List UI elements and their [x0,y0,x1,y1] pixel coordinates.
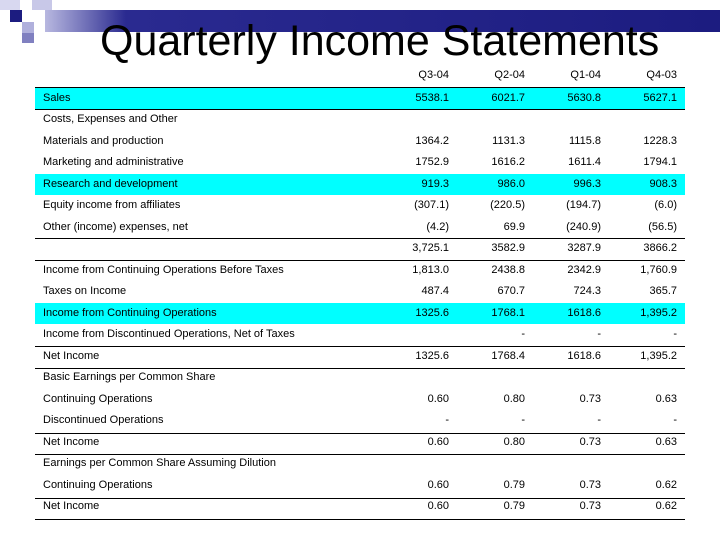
table-row [35,152,685,174]
cell-value: 1,395.2 [640,349,677,362]
cell-value: 986.0 [497,177,525,190]
table-row [35,389,685,411]
divider [35,368,685,369]
cell-value: 1768.4 [491,349,525,362]
cell-value: 996.3 [573,177,601,190]
table-row [35,88,685,110]
divider [35,498,685,499]
cell-value: 908.3 [649,177,677,190]
cell-value: 365.7 [649,285,677,297]
cell-value: 0.73 [579,435,601,448]
cell-value: 1325.6 [415,349,449,362]
cell-value: 69.9 [503,220,525,233]
cell-value: 3866.2 [643,242,677,254]
cell-value: 1618.6 [567,349,601,362]
row-label: Income from Discontinued Operations, Net of Taxes [43,328,295,340]
divider [35,346,685,347]
divider [35,260,685,261]
cell-value: 5627.1 [643,91,677,104]
cell-value: 3,725.1 [412,242,449,254]
cell-value: 1115.8 [568,134,601,147]
cell-value: 2342.9 [567,263,601,276]
cell-value: 6021.7 [491,91,525,104]
cell-value: 0.80 [503,392,525,405]
cell-value: 1228.3 [643,134,677,147]
cell-value: 0.79 [503,500,525,512]
column-header: Q2-04 [494,69,525,81]
cell-value: 1364.2 [415,134,449,147]
decor-square [22,33,34,43]
cell-value: 0.63 [655,435,677,448]
cell-value: 1,395.2 [640,306,677,319]
table-row [35,195,685,217]
cell-value: 0.63 [655,392,677,405]
cell-value: 1616.2 [491,156,525,168]
table-row [35,281,685,303]
row-label: Marketing and administrative [43,156,184,168]
cell-value: 670.7 [497,285,525,297]
cell-value: - [673,328,677,340]
cell-value: 0.60 [427,500,449,512]
cell-value: 0.73 [579,500,601,512]
cell-value: 2438.8 [491,263,525,276]
table-row [35,324,685,346]
table-row [35,367,685,389]
table-row [35,475,685,497]
table-row [35,432,685,454]
row-label: Discontinued Operations [43,414,164,426]
row-label: Earnings per Common Share Assuming Dilution [43,457,276,469]
table-row [35,453,685,475]
row-label: Research and development [43,177,178,190]
cell-value: (194.7) [566,199,601,211]
row-label: Income from Continuing Operations Before Taxes [43,263,284,276]
cell-value: 3582.9 [491,242,525,254]
cell-value: 724.3 [573,285,601,297]
table-row [35,303,685,325]
cell-value: 5630.8 [567,91,601,104]
table-row [35,217,685,239]
cell-value: 1,813.0 [412,263,449,276]
row-label: Equity income from affiliates [43,199,181,211]
row-label: Other (income) expenses, net [43,220,188,233]
row-label: Net Income [43,500,100,512]
row-label: Income from Continuing Operations [43,306,217,319]
divider [35,519,685,520]
row-label: Net Income [43,349,100,362]
table-row [35,174,685,196]
row-label: Continuing Operations [43,478,153,491]
column-header: Q4-03 [646,69,677,81]
row-label: Taxes on Income [43,285,127,297]
table-row [35,346,685,368]
row-label: Net Income [43,435,100,448]
column-header: Q3-04 [418,69,449,81]
cell-value: (240.9) [566,220,601,233]
cell-value: - [597,328,601,340]
cell-value: 1131.3 [492,134,525,147]
cell-value: 0.80 [503,435,525,448]
row-label: Continuing Operations [43,392,153,405]
row-label: Basic Earnings per Common Share [43,371,216,383]
row-label: Sales [43,91,71,104]
table-row [35,260,685,282]
divider [35,238,685,239]
cell-value: - [673,414,677,426]
cell-value: 5538.1 [415,91,449,104]
cell-value: 0.73 [579,392,601,405]
cell-value: - [445,414,449,426]
cell-value: - [521,414,525,426]
decor-square [32,0,52,10]
cell-value: 0.79 [503,478,525,491]
table-row [35,496,685,518]
cell-value: 1,760.9 [640,263,677,276]
divider [35,433,685,434]
cell-value: 1618.6 [567,306,601,319]
row-label: Materials and production [43,134,164,147]
table-row [35,109,685,131]
cell-value: 1752.9 [415,156,449,168]
cell-value: 3287.9 [567,242,601,254]
cell-value: 1611.4 [568,156,601,168]
cell-value: (56.5) [648,220,677,233]
divider [35,454,685,455]
cell-value: (6.0) [654,199,677,211]
cell-value: (220.5) [490,199,525,211]
cell-value: 919.3 [421,177,449,190]
cell-value: 1325.6 [415,306,449,319]
page-title: Quarterly Income Statements [100,17,660,65]
table-row [35,410,685,432]
cell-value: 0.60 [427,478,449,491]
cell-value: (4.2) [426,220,449,233]
decor-square [10,10,22,22]
cell-value: 0.62 [655,500,677,512]
cell-value: 1768.1 [491,306,525,319]
cell-value: 0.60 [427,392,449,405]
cell-value: 487.4 [421,285,449,297]
divider [35,109,685,110]
column-header: Q1-04 [570,69,601,81]
row-label: Costs, Expenses and Other [43,113,178,125]
cell-value: 0.62 [655,478,677,491]
cell-value: - [597,414,601,426]
cell-value: (307.1) [414,199,449,211]
decor-square [0,0,20,10]
cell-value: 1794.1 [643,156,677,168]
table-row [35,238,685,260]
table-row [35,131,685,153]
cell-value: 0.73 [579,478,601,491]
cell-value: - [521,328,525,340]
cell-value: 0.60 [427,435,449,448]
divider [35,87,685,88]
